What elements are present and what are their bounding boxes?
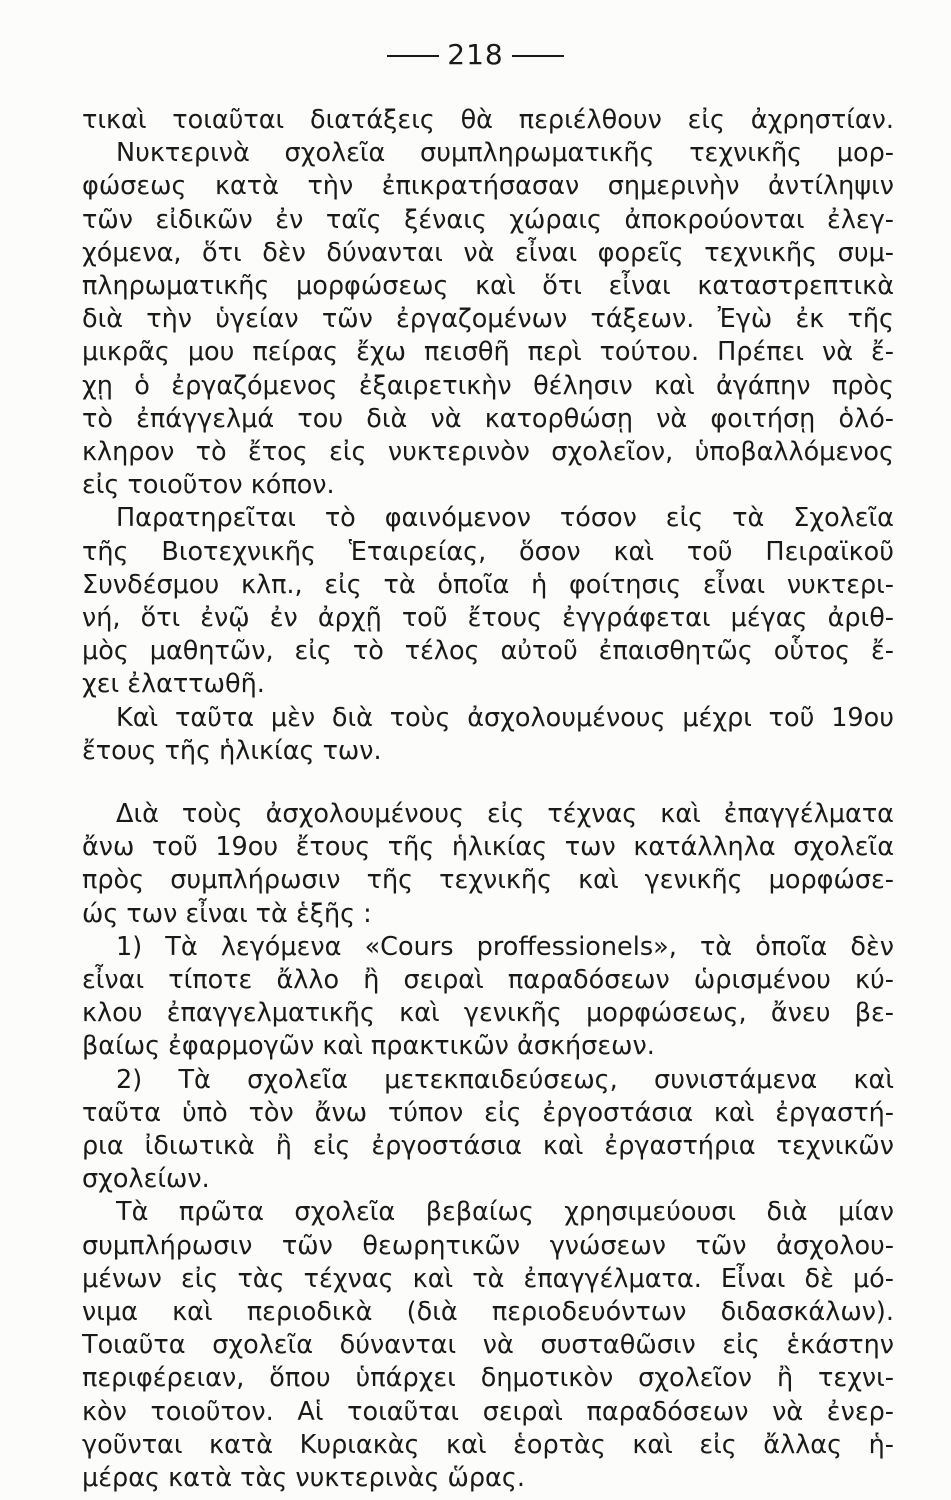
page-number <box>0 38 951 71</box>
text-line-29: 2) Τὰ σχολεῖα μετεκπαιδεύσεως, συνιστάμενα καὶ <box>116 1065 894 1095</box>
text-line-10: τὸ ἐπάγγελμά του διὰ νὰ κατορθώσῃ νὰ φοιτήσῃ ὁλό- <box>82 404 894 434</box>
text-line-39: κὸν τοιοῦτον. Αἱ τοιαῦται σειραὶ παραδόσεων νὰ ἐνερ- <box>82 1397 894 1427</box>
text-line-2: Νυκτερινὰ σχολεῖα συμπληρωματικῆς τεχνικῆς μορ- <box>116 138 894 168</box>
text-line-30: ταῦτα ὑπὸ τὸν ἄνω τύπον εἰς ἐργοστάσια καὶ ἐργαστή- <box>82 1098 894 1128</box>
text-line-21: Διὰ τοὺς ἀσχολουμένους εἰς τέχνας καὶ ἐπαγγέλματα <box>116 799 894 829</box>
text-line-31: ρια ἰδιωτικὰ ἢ εἰς ἐργοστάσια καὶ ἐργαστήρια τεχνικῶν <box>82 1131 894 1161</box>
text-line-6: πληρωματικῆς μορφώσεως καὶ ὅτι εἶναι καταστρεπτικὰ <box>82 271 894 301</box>
text-line-36: νιμα καὶ περιοδικὰ (διὰ περιοδευόντων διδασκάλων). <box>82 1297 894 1327</box>
text-line-32: σχολείων. <box>82 1164 210 1194</box>
text-line-11: κληρον τὸ ἔτος εἰς νυκτερινὸν σχολεῖον, ὑποβαλλόμενος <box>82 437 894 467</box>
page-number-dash-right <box>512 55 564 57</box>
page-number-text: 218 <box>447 38 504 71</box>
text-line-22: ἄνω τοῦ 19ου ἔτους τῆς ἡλικίας των κατάλληλα σχολεῖα <box>82 832 894 862</box>
text-line-37: Τοιαῦτα σχολεῖα δύνανται νὰ συσταθῶσιν εἰς ἑκάστην <box>82 1330 894 1360</box>
text-line-1: τικαὶ τοιαῦται διατάξεις θὰ περιέλθουν εἰς ἀχρηστίαν. <box>82 105 894 135</box>
text-line-26: εἶναι τίποτε ἄλλο ἢ σειραὶ παραδόσεων ὡρισμένου κύ- <box>82 965 894 995</box>
text-line-16: νή, ὅτι ἐνῷ ἐν ἀρχῇ τοῦ ἔτους ἐγγράφεται μέγας ἀριθ- <box>82 603 894 633</box>
text-line-8: μικρᾶς μου πείρας ἔχω πεισθῆ περὶ τούτου. Πρέπει νὰ ἔ- <box>82 337 894 367</box>
text-line-35: μένων εἰς τὰς τέχνας καὶ τὰ ἐπαγγέλματα. Εἶναι δὲ μό- <box>82 1264 894 1294</box>
text-line-18: χει ἐλαττωθῆ. <box>82 669 265 699</box>
text-line-14: τῆς Βιοτεχνικῆς Ἑταιρείας, ὅσον καὶ τοῦ Πειραϊκοῦ <box>82 537 894 567</box>
text-line-12: εἰς τοιοῦτον κόπον. <box>82 470 335 500</box>
text-line-5: χόμενα, ὅτι δὲν δύνανται νὰ εἶναι φορεῖς τεχνικῆς συμ- <box>82 238 894 268</box>
text-line-34: συμπλήρωσιν τῶν θεωρητικῶν γνώσεων τῶν ἀσχολου- <box>82 1231 894 1261</box>
text-line-38: περιφέρειαν, ὅπου ὑπάρχει δημοτικὸν σχολεῖον ἢ τεχνι- <box>82 1363 894 1393</box>
text-line-15: Συνδέσμου κλπ., εἰς τὰ ὁποῖα ἡ φοίτησις εἶναι νυκτερι- <box>82 570 894 600</box>
page-number-dash-left <box>387 55 439 57</box>
text-line-23: πρὸς συμπλήρωσιν τῆς τεχνικῆς καὶ γενικῆς μορφώσε- <box>82 865 894 895</box>
text-line-24: ώς των εἶναι τὰ ἑξῆς : <box>82 899 372 929</box>
text-line-20: ἔτους τῆς ἡλικίας των. <box>82 736 382 766</box>
text-line-13: Παρατηρεῖται τὸ φαινόμενον τόσον εἰς τὰ Σχολεῖα <box>116 503 894 533</box>
text-line-25: 1) Τὰ λεγόμενα «Cours proffessionels», τὰ ὁποῖα δὲν <box>116 932 894 962</box>
text-line-3: φώσεως κατὰ τὴν ἐπικρατήσασαν σημερινὴν ἀντίληψιν <box>82 171 894 201</box>
text-line-41: μέρας κατὰ τὰς νυκτερινὰς ὥρας. <box>82 1463 525 1493</box>
text-line-19: Καὶ ταῦτα μὲν διὰ τοὺς ἀσχολουμένους μέχρι τοῦ 19ου <box>116 703 894 733</box>
text-line-33: Τὰ πρῶτα σχολεῖα βεβαίως χρησιμεύουσι διὰ μίαν <box>116 1197 894 1227</box>
text-line-9: χῃ ὁ ἐργαζόμενος ἐξαιρετικὴν θέλησιν καὶ ἀγάπην πρὸς <box>82 371 894 401</box>
text-line-28: βαίως ἐφαρμογῶν καὶ πρακτικῶν ἀσκήσεων. <box>82 1031 655 1061</box>
text-line-40: γοῦνται κατὰ Κυριακὰς καὶ ἑορτὰς καὶ εἰς ἄλλας ἡ- <box>82 1430 894 1460</box>
text-line-27: κλου ἐπαγγελματικῆς καὶ γενικῆς μορφώσεως, ἄνευ βε- <box>82 998 894 1028</box>
text-line-17: μὸς μαθητῶν, εἰς τὸ τέλος αὐτοῦ ἐπαισθητῶς οὗτος ἔ- <box>82 636 894 666</box>
text-line-4: τῶν εἰδικῶν ἐν ταῖς ξέναις χώραις ἀποκρούονται ἐλεγ- <box>82 205 894 235</box>
text-line-7: διὰ τὴν ὑγείαν τῶν ἐργαζομένων τάξεων. Ἐγὼ ἐκ τῆς <box>82 304 894 334</box>
